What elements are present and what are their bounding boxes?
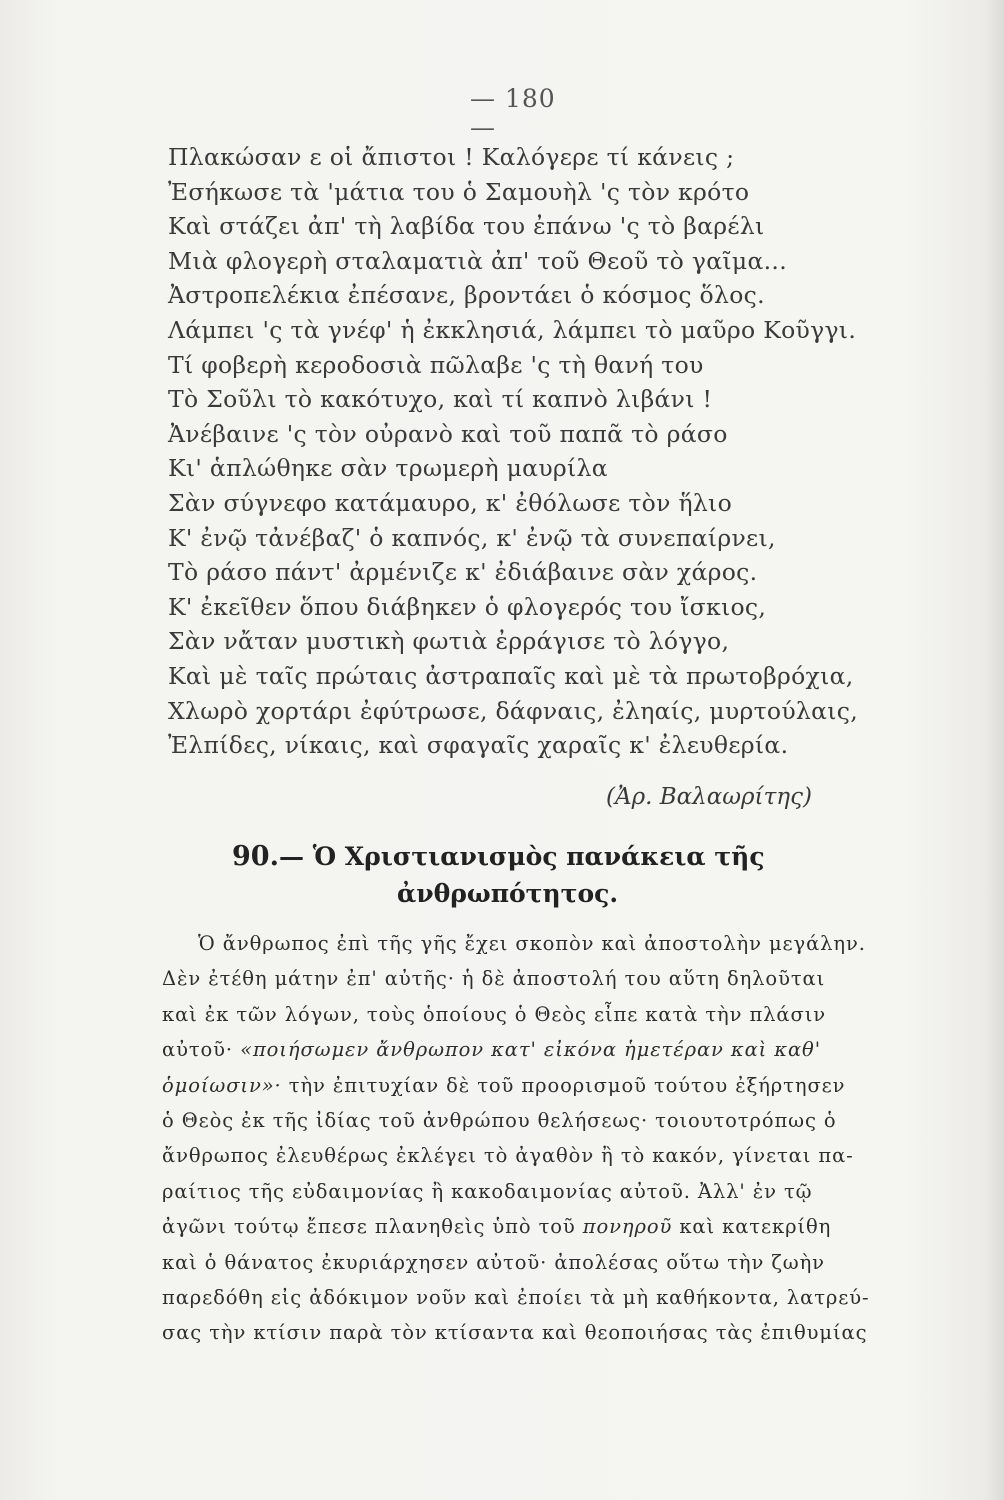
prose-text: καὶ κατεκρίθη bbox=[679, 1215, 832, 1239]
section-number: 90. bbox=[232, 841, 279, 872]
poem-line: Τὸ Σοῦλι τὸ κακότυχο, καὶ τί καπνὸ λιβάνι ! bbox=[168, 385, 713, 414]
prose-line: σας τὴν κτίσιν παρὰ τὸν κτίσαντα καὶ θεοποιήσας τὰς ἐπιθυμίας bbox=[162, 1321, 868, 1345]
prose-quote: «ποιήσωμεν ἄνθρωπον κατ' εἰκόνα ἡμετέραν καὶ καθ' bbox=[240, 1038, 821, 1062]
poem-line: Λάμπει 'ς τὰ γνέφ' ἡ ἐκκλησιά, λάμπει τὸ μαῦρο Κοῦγγι. bbox=[168, 315, 857, 344]
poem-line: Κι' ἁπλώθηκε σὰν τρωμερὴ μαυρίλα bbox=[168, 454, 608, 483]
prose-paragraph bbox=[162, 926, 922, 1351]
poem-line: Σὰν σύγνεφο κατάμαυρο, κ' ἐθόλωσε τὸν ἥλιο bbox=[168, 488, 733, 517]
prose-line: Δὲν ἐτέθη μάτην ἐπ' αὐτῆς· ἡ δὲ ἀποστολή του αὕτη δηλοῦται bbox=[162, 967, 826, 991]
poem-line: Ἀστροπελέκια ἐπέσανε, βροντάει ὁ κόσμος ὅλος. bbox=[168, 281, 765, 310]
prose-text: αὐτοῦ· bbox=[162, 1038, 234, 1062]
section-title-line2: ἀνθρωπότητος. bbox=[397, 879, 619, 908]
prose-line: ὁ Θεὸς ἐκ τῆς ἰδίας τοῦ ἀνθρώπου θελήσεως· τοιουτοτρόπως ὁ bbox=[162, 1108, 837, 1132]
section-heading bbox=[232, 838, 852, 912]
poem-line: Καὶ μὲ ταῖς πρώταις ἀστραπαῖς καὶ μὲ τὰ πρωτοβρόχια, bbox=[168, 661, 854, 690]
section-dash: — bbox=[278, 842, 304, 871]
prose-quote: ὁμοίωσιν»· bbox=[162, 1073, 282, 1097]
prose-line: παρεδόθη εἰς ἀδόκιμον νοῦν καὶ ἐποίει τὰ μὴ καθήκοντα, λατρεύ- bbox=[162, 1285, 870, 1309]
prose-emphasis: πονηροῦ bbox=[582, 1215, 673, 1239]
prose-line: ἄνθρωπος ἐλευθέρως ἐκλέγει τὸ ἀγαθὸν ἢ τὸ κακόν, γίνεται πα- bbox=[162, 1144, 854, 1168]
poem-line: Χλωρὸ χορτάρι ἐφύτρωσε, δάφναις, ἐληαίς, μυρτούλαις, bbox=[168, 696, 859, 725]
poem bbox=[168, 140, 928, 763]
page-edge-shadow bbox=[986, 0, 1004, 1500]
prose-text: ἀγῶνι τούτῳ ἔπεσε πλανηθεὶς ὑπὸ τοῦ bbox=[162, 1215, 576, 1239]
poem-line: Κ' ἐκεῖθεν ὅπου διάβηκεν ὁ φλογερός του ἴσκιος, bbox=[168, 592, 767, 621]
prose-line bbox=[162, 1032, 922, 1067]
section-title-line1: Ὁ Χριστιανισμὸς πανάκεια τῆς bbox=[312, 842, 765, 871]
poem-line: Καὶ στάζει ἀπ' τὴ λαβίδα του ἐπάνω 'ς τὸ βαρέλι bbox=[168, 212, 765, 241]
prose-text: τὴν ἐπιτυχίαν δὲ τοῦ προορισμοῦ τούτου ἐξήρτησεν bbox=[288, 1073, 846, 1097]
poem-line: Τί φοβερὴ κεροδοσιὰ πῶλαβε 'ς τὴ θανή του bbox=[168, 350, 704, 379]
poem-line: Ἀνέβαινε 'ς τὸν οὐρανὸ καὶ τοῦ παπᾶ τὸ ράσο bbox=[168, 419, 728, 448]
poem-line: Σὰν νἄταν μυστικὴ φωτιὰ ἐρράγισε τὸ λόγγο, bbox=[168, 627, 730, 656]
poem-line: Τὸ ράσο πάντ' ἀρμένιζε κ' ἐδιάβαινε σὰν χάρος. bbox=[168, 558, 758, 587]
poem-line: Ἐλπίδες, νίκαις, καὶ σφαγαῖς χαραῖς κ' ἐλευθερία. bbox=[168, 731, 789, 760]
poem-line: Ἐσήκωσε τὰ 'μάτια του ὁ Σαμουὴλ 'ς τὸν κρότο bbox=[168, 177, 750, 206]
prose-line: καὶ ἐκ τῶν λόγων, τοὺς ὁποίους ὁ Θεὸς εἶπε κατὰ τὴν πλάσιν bbox=[162, 1002, 826, 1026]
poem-attribution: (Ἀρ. Βαλαωρίτης) bbox=[606, 784, 812, 810]
poem-line: Πλακώσαν ε οἱ ἄπιστοι ! Καλόγερε τί κάνεις ; bbox=[168, 143, 735, 171]
page-number: — 180 — bbox=[470, 84, 556, 142]
poem-line: Κ' ἐνῷ τἀνέβαζ' ὁ καπνός, κ' ἐνῷ τὰ συνεπαίρνει, bbox=[168, 523, 776, 552]
prose-line bbox=[162, 1209, 922, 1244]
poem-line: Μιὰ φλογερὴ σταλαματιὰ ἀπ' τοῦ Θεοῦ τὸ γαῖμα... bbox=[168, 246, 787, 275]
prose-line: Ὁ ἄνθρωπος ἐπὶ τῆς γῆς ἔχει σκοπὸν καὶ ἀποστολὴν μεγάλην. bbox=[198, 932, 866, 955]
prose-line: καὶ ὁ θάνατος ἐκυριάρχησεν αὐτοῦ· ἀπολέσας οὕτω τὴν ζωὴν bbox=[162, 1250, 825, 1274]
prose-line: ραίτιος τῆς εὐδαιμονίας ἢ κακοδαιμονίας αὐτοῦ. Ἀλλ' ἐν τῷ bbox=[162, 1179, 813, 1203]
prose-line bbox=[162, 1068, 922, 1103]
